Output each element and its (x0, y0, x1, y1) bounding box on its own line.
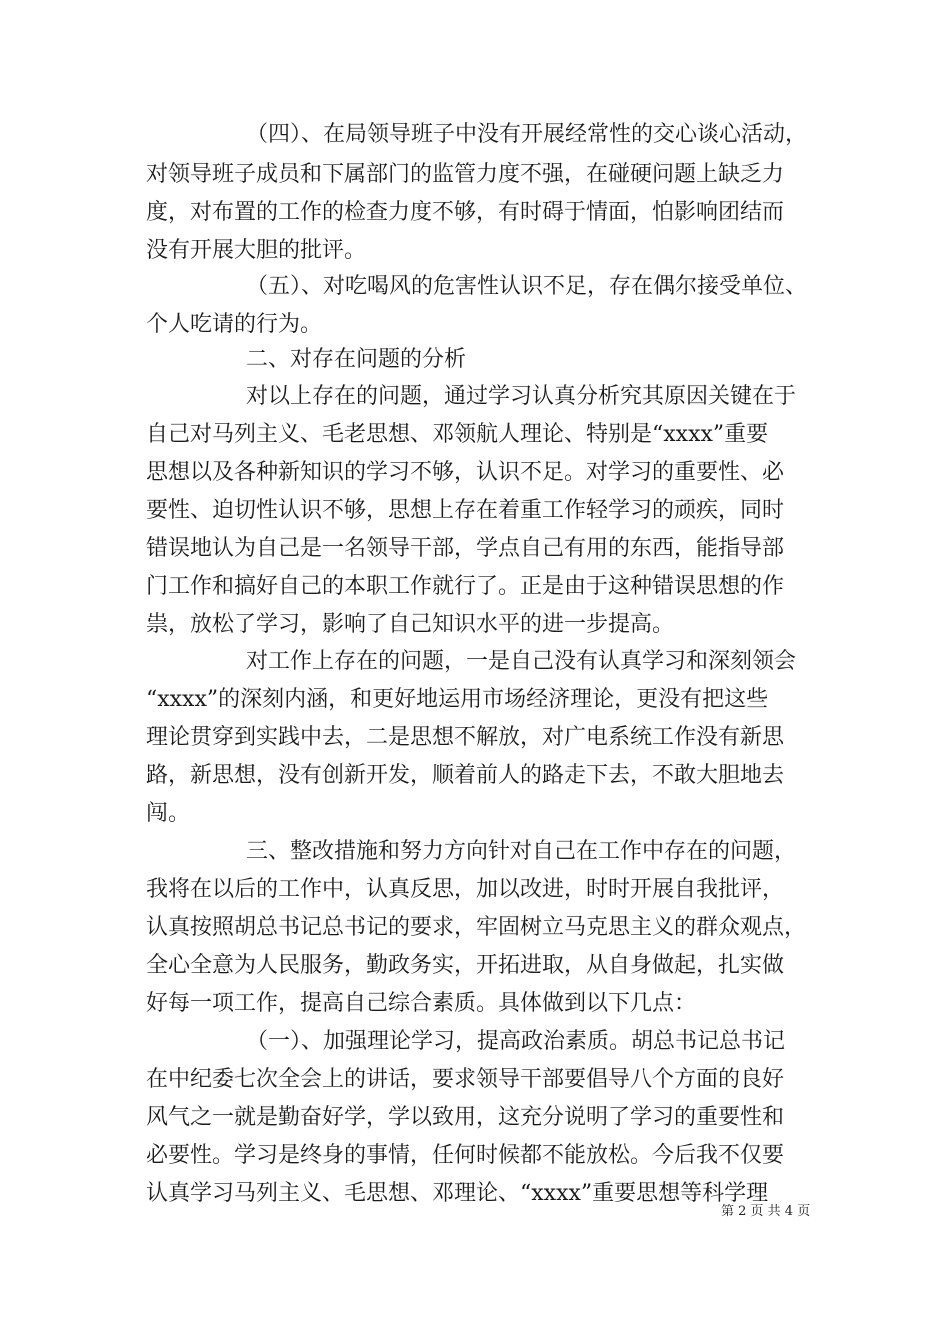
text-line: 对工作上存在的问题，一是自己没有认真学习和深刻领会 (246, 649, 797, 674)
text-line: 思想以及各种新知识的学习不够，认识不足。对学习的重要性、必 (146, 460, 785, 485)
text-line: （四）、在局领导班子中没有开展经常性的交心谈心活动， (246, 122, 808, 147)
text-line: “xxxx”的深刻内涵，和更好地运用市场经济理论，更没有把这些 (146, 687, 769, 712)
text-line: 好每一项工作，提高自己综合素质。具体做到以下几点： (146, 991, 697, 1016)
text-line: 风气之一就是勤奋好学，学以致用，这充分说明了学习的重要性和 (146, 1105, 785, 1130)
text-line: 必要性。学习是终身的事情，任何时候都不能放松。今后我不仅要 (146, 1143, 785, 1168)
text-line: 自己对马列主义、毛老思想、邓领航人理论、特别是“xxxx”重要 (146, 422, 769, 447)
text-line: 对领导班子成员和下属部门的监管力度不强，在碰硬问题上缺乏力 (146, 162, 785, 187)
text-line: 理论贯穿到实践中去，二是思想不解放，对广电系统工作没有新思 (146, 725, 785, 750)
text-line: 我将在以后的工作中，认真反思，加以改进，时时开展自我批评， (146, 877, 785, 902)
text-line: 认真按照胡总书记总书记的要求，牢固树立马克思主义的群众观点， (146, 915, 807, 940)
text-line: 全心全意为人民服务，勤政务实，开拓进取，从自身做起，扎实做 (146, 953, 785, 978)
text-line: 路，新思想，没有创新开发，顺着前人的路走下去，不敢大胆地去 (146, 763, 785, 788)
text-line: （一）、加强理论学习，提高政治素质。胡总书记总书记 (246, 1029, 786, 1054)
text-line: 错误地认为自己是一名领导干部，学点自己有用的东西，能指导部 (146, 536, 785, 561)
text-line: 度，对布置的工作的检查力度不够，有时碍于情面，怕影响团结而 (146, 200, 785, 225)
text-line: 祟，放松了学习，影响了自己知识水平的进一步提高。 (146, 612, 675, 637)
section-heading: 三、整改措施和努力方向针对自己在工作中存在的问题， (246, 839, 797, 864)
text-line: （五）、对吃喝风的危害性认识不足，存在偶尔接受单位、 (246, 274, 808, 299)
text-line: 认真学习马列主义、毛思想、邓理论、“xxxx”重要思想等科学理 (146, 1181, 769, 1206)
page-number-footer: 第 2 页 共 4 页 (721, 1204, 811, 1219)
text-line: 在中纪委七次全会上的讲话，要求领导干部要倡导八个方面的良好 (146, 1067, 785, 1092)
text-line: 闯。 (146, 801, 191, 826)
section-heading: 二、对存在问题的分析 (246, 347, 467, 372)
text-line: 门工作和搞好自己的本职工作就行了。正是由于这种错误思想的作 (146, 574, 785, 599)
text-line: 对以上存在的问题，通过学习认真分析究其原因关键在于 (246, 384, 797, 409)
text-line: 没有开展大胆的批评。 (146, 238, 367, 263)
text-line: 要性、迫切性认识不够，思想上存在着重工作轻学习的顽疾，同时 (146, 498, 785, 523)
text-line: 个人吃请的行为。 (146, 312, 323, 337)
